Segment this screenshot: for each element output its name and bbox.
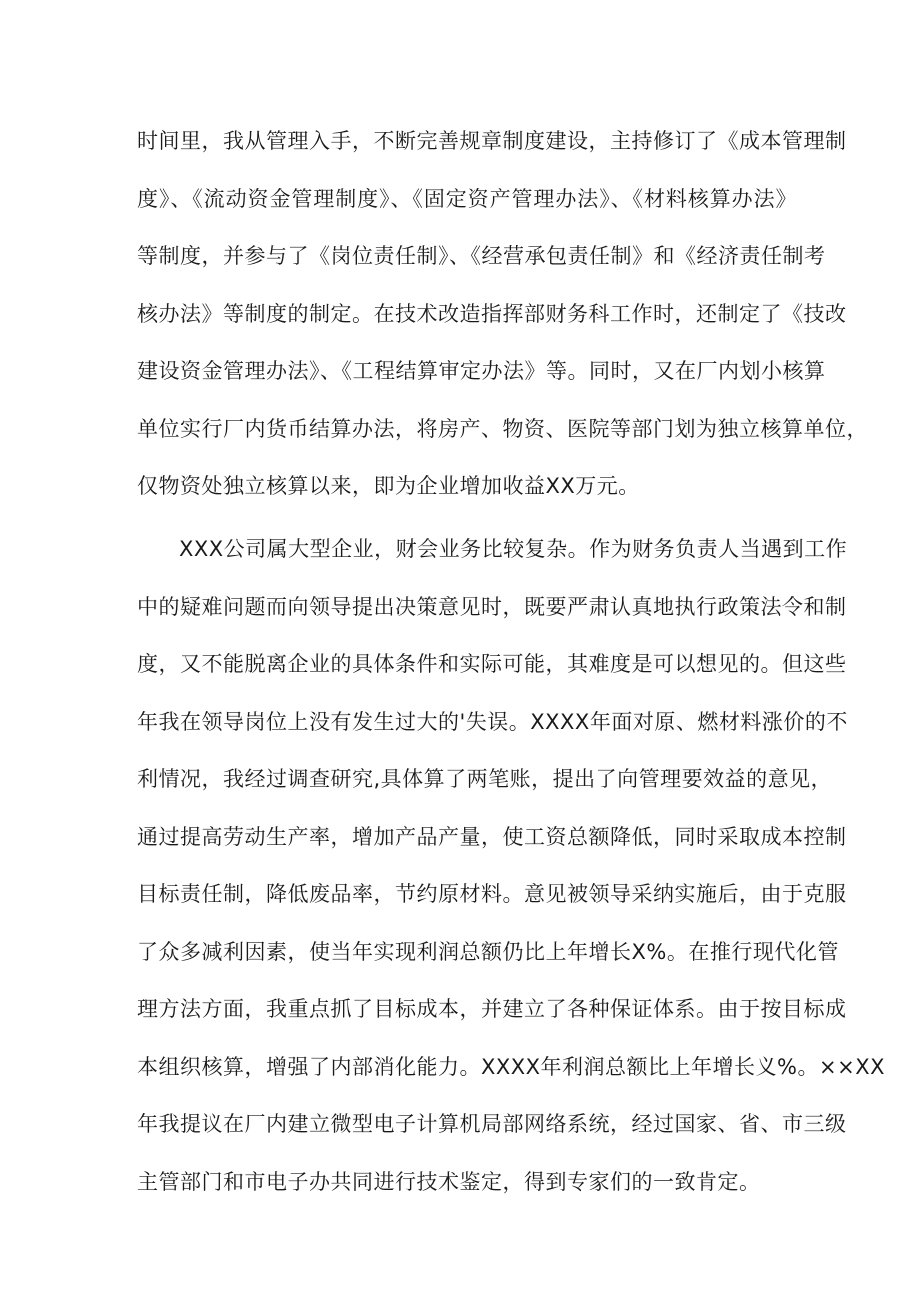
- text-line: 仅物资处独立核算以来，即为企业增加收益XX万元。: [137, 474, 640, 498]
- text-line: 利情况，我经过调查研究,具体算了两笔账，提出了向管理要效益的意见，: [137, 767, 833, 791]
- text-line: 时间里，我从管理入手，不断完善规章制度建设，主持修订了《成本管理制: [137, 129, 847, 153]
- text-line: 核办法》等制度的制定。在技术改造指挥部财务科工作时，还制定了《技改: [137, 301, 847, 326]
- paragraph-2: [137, 521, 885, 1211]
- text-line: 主管部门和市电子办共同进行技术鉴定，得到专家们的一致肯定。: [137, 1169, 761, 1194]
- text-line: 理方法方面，我重点抓了目标成本，并建立了各种保证体系。由于按目标成: [137, 997, 847, 1021]
- text-line: 中的疑难问题而向领导提出决策意见时，既要严肃认真地执行政策法令和制: [137, 594, 847, 619]
- text-line: 本组织核算，增强了内部消化能力。XXXX年利润总额比上年增长义%。××XX: [137, 1054, 885, 1079]
- text-line: 单位实行厂内货币结算办法，将房产、物资、医院等部门划为独立核算单位，: [137, 416, 868, 441]
- text-line: 度，又不能脱离企业的具体条件和实际可能，其难度是可以想见的。但这些: [137, 652, 847, 676]
- text-line: 了众多减利因素，使当年实现利润总额仍比上年增长X%。在推行现代化管: [137, 939, 839, 964]
- text-line: 等制度，并参与了《岗位责任制》、《经营承包责任制》和《经济责任制考: [137, 244, 826, 268]
- text-line: 度》、《流动资金管理制度》、《固定资产管理办法》、《材料核算办法》: [137, 186, 797, 211]
- text-line: 建设资金管理办法》、《工程结算审定办法》等。同时，又在厂内划小核算: [137, 359, 826, 383]
- text-line: 年我提议在厂内建立微型电子计算机局部网络系统，经过国家、省、市三级: [137, 1112, 847, 1136]
- text-line: 年我在领导岗位上没有发生过大的'失误。XXXX年面对原、燃材料涨价的不: [137, 709, 848, 734]
- text-line: XXX公司属大型企业，财会业务比较复杂。作为财务负责人当遇到工作: [179, 537, 848, 561]
- text-line: 目标责任制，降低废品率，节约原材料。意见被领导采纳实施后，由于克服: [137, 882, 847, 906]
- text-line: 通过提高劳动生产率，增加产品产量，使工资总额降低，同时采取成本控制: [137, 824, 847, 849]
- paragraph-1: [137, 113, 868, 516]
